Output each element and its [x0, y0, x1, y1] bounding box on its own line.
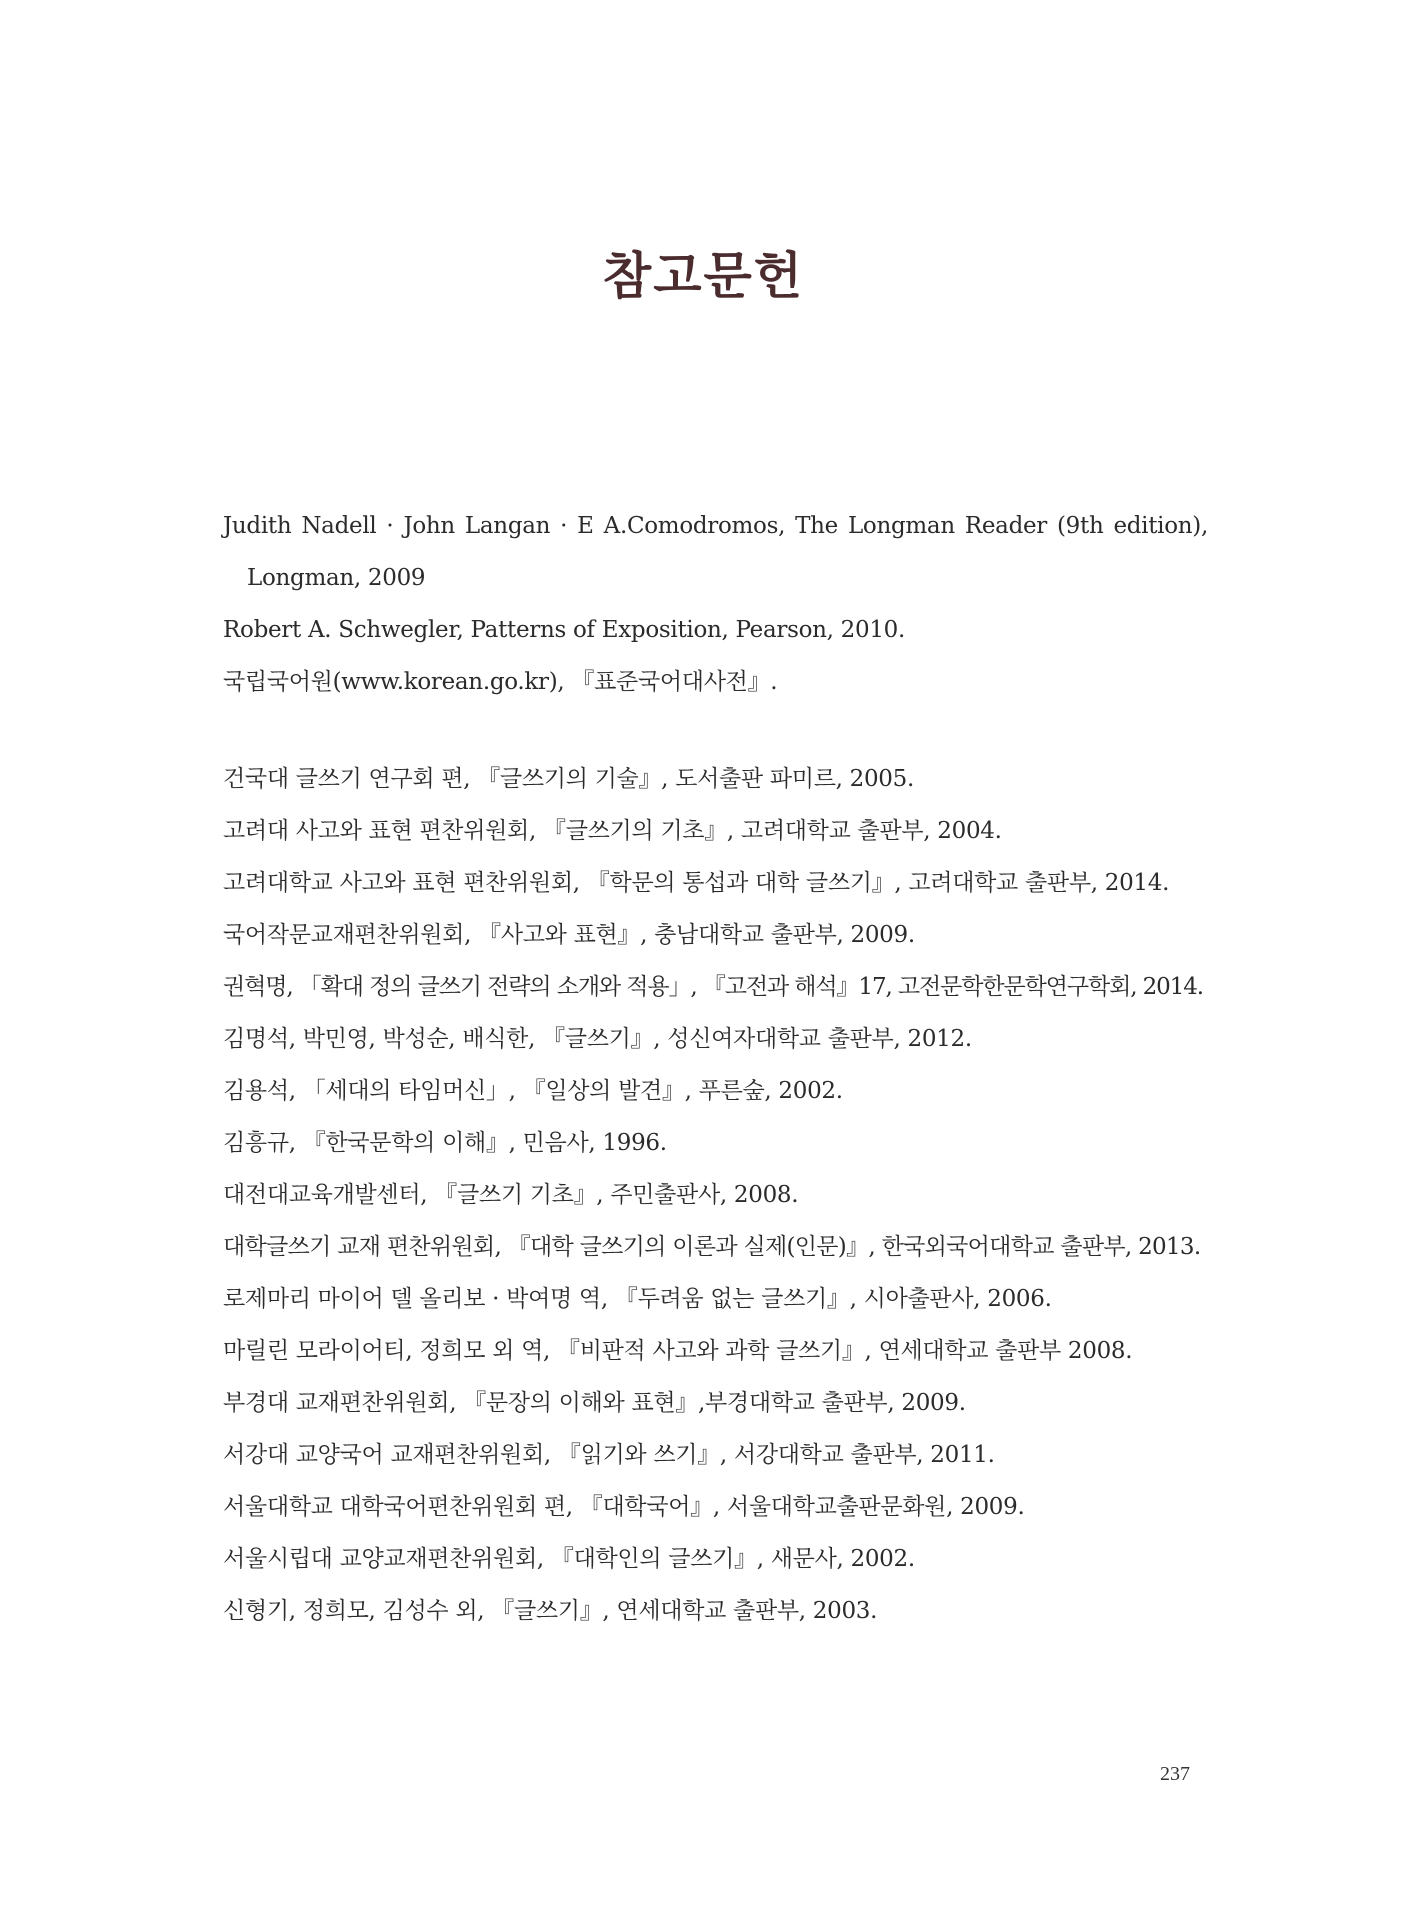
reference-entry: 권혁명, 「확대 정의 글쓰기 전략의 소개와 적용」, 『고전과 해석』17, 고전문학한문학연구학회, 2014.: [223, 974, 1203, 1000]
reference-entry: 건국대 글쓰기 연구회 편, 『글쓰기의 기술』, 도서출판 파미르, 2005.: [223, 766, 914, 792]
page-title: 참고문헌: [602, 247, 805, 305]
reference-list-korean: [223, 753, 1208, 1637]
reference-entry: 대학글쓰기 교재 편찬위원회, 『대학 글쓰기의 이론과 실제(인문)』, 한국외국어대학교 출판부, 2013.: [223, 1234, 1201, 1260]
reference-entry: 고려대학교 사고와 표현 편찬위원회, 『학문의 통섭과 대학 글쓰기』, 고려대학교 출판부, 2014.: [223, 870, 1170, 896]
reference-entry: 서울시립대 교양교재편찬위원회, 『대학인의 글쓰기』, 새문사, 2002.: [223, 1546, 915, 1572]
reference-entry: 김명석, 박민영, 박성순, 배식한, 『글쓰기』, 성신여자대학교 출판부, 2012.: [223, 1026, 972, 1052]
reference-entry: 신형기, 정희모, 김성수 외, 『글쓰기』, 연세대학교 출판부, 2003.: [223, 1598, 878, 1624]
reference-entry: Robert A. Schwegler, Patterns of Exposition, Pearson, 2010.: [223, 617, 906, 643]
reference-entry: 로제마리 마이어 델 올리보 · 박여명 역, 『두려움 없는 글쓰기』, 시아출판사, 2006.: [223, 1286, 1052, 1312]
reference-entry: 대전대교육개발센터, 『글쓰기 기초』, 주민출판사, 2008.: [223, 1182, 799, 1208]
reference-entry: 부경대 교재편찬위원회, 『문장의 이해와 표현』,부경대학교 출판부, 2009.: [223, 1390, 966, 1416]
reference-list-foreign: [223, 500, 1208, 708]
reference-entry: Judith Nadell · John Langan · E A.Comodromos, The Longman Reader (9th edition), Longman, 2009: [223, 513, 1208, 591]
reference-entry: 마릴린 모라이어티, 정희모 외 역, 『비판적 사고와 과학 글쓰기』, 연세대학교 출판부 2008.: [223, 1338, 1133, 1364]
reference-entry: 김흥규, 『한국문학의 이해』, 민음사, 1996.: [223, 1130, 667, 1156]
reference-entry: 김용석, 「세대의 타임머신」, 『일상의 발견』, 푸른숲, 2002.: [223, 1078, 843, 1104]
reference-entry: 서울대학교 대학국어편찬위원회 편, 『대학국어』, 서울대학교출판문화원, 2009.: [223, 1494, 1025, 1520]
reference-entry: 서강대 교양국어 교재편찬위원회, 『읽기와 쓰기』, 서강대학교 출판부, 2011.: [223, 1442, 995, 1468]
reference-entry: 고려대 사고와 표현 편찬위원회, 『글쓰기의 기초』, 고려대학교 출판부, 2004.: [223, 818, 1002, 844]
page-number: 237: [1160, 1763, 1190, 1785]
reference-entry: 국어작문교재편찬위원회, 『사고와 표현』, 충남대학교 출판부, 2009.: [223, 922, 915, 948]
reference-entry: 국립국어원(www.korean.go.kr), 『표준국어대사전』.: [223, 669, 778, 695]
